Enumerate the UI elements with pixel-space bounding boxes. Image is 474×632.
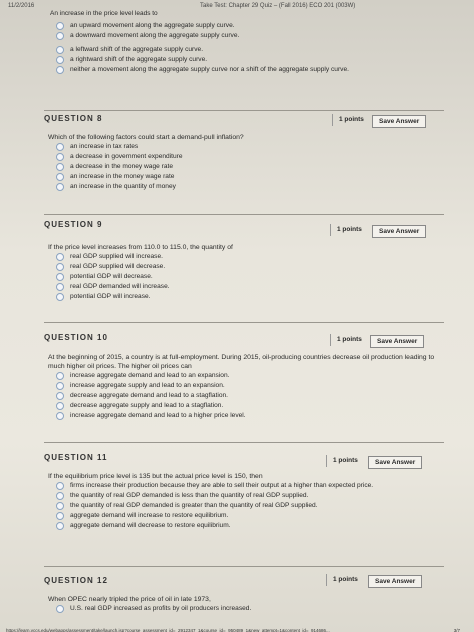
answer-option[interactable] xyxy=(56,272,436,282)
page-number: 3/7 xyxy=(453,628,460,632)
question-11-save-button[interactable]: Save Answer xyxy=(368,456,422,469)
option-label: the quantity of real GDP demanded is greater than the quantity of real GDP supplied. xyxy=(70,502,318,509)
answer-option[interactable] xyxy=(56,401,436,411)
divider xyxy=(44,110,444,111)
question-8-points: 1 points xyxy=(332,114,364,126)
option-label: increase aggregate supply and lead to an expansion. xyxy=(70,382,225,389)
option-label: real GDP demanded will increase. xyxy=(70,283,170,290)
radio-button[interactable] xyxy=(56,512,64,520)
answer-option[interactable] xyxy=(56,252,436,262)
question-9-save-button[interactable]: Save Answer xyxy=(372,225,426,238)
option-label: the quantity of real GDP demanded is less than the quantity of real GDP supplied. xyxy=(70,492,309,499)
answer-option[interactable] xyxy=(56,262,436,272)
question-9-points: 1 points xyxy=(330,224,362,236)
answer-option[interactable] xyxy=(56,55,349,65)
question-8-options xyxy=(56,142,436,192)
answer-option[interactable] xyxy=(56,391,436,401)
option-label: firms increase their production because they are able to sell their output at a higher than expected price. xyxy=(70,482,374,489)
radio-button[interactable] xyxy=(56,522,64,530)
option-label: U.S. real GDP increased as profits by oil producers increased. xyxy=(70,605,252,612)
option-label: real GDP supplied will increase. xyxy=(70,253,163,260)
answer-option[interactable] xyxy=(56,282,436,292)
previous-question xyxy=(44,10,349,75)
option-label: potential GDP will decrease. xyxy=(70,273,153,280)
radio-button[interactable] xyxy=(56,22,64,30)
question-11-heading: QUESTION 11 xyxy=(44,453,108,462)
answer-option[interactable] xyxy=(56,381,436,391)
question-9-heading: QUESTION 9 xyxy=(44,220,103,229)
option-label: aggregate demand will increase to restore equilibrium. xyxy=(70,512,229,519)
question-12-save-button[interactable]: Save Answer xyxy=(368,575,422,588)
answer-option[interactable] xyxy=(56,45,349,55)
option-label: an upward movement along the aggregate supply curve. xyxy=(70,22,235,29)
radio-button[interactable] xyxy=(56,173,64,181)
option-label: decrease aggregate demand and lead to a stagflation. xyxy=(70,392,228,399)
radio-button[interactable] xyxy=(56,402,64,410)
answer-option[interactable] xyxy=(56,481,436,490)
radio-button[interactable] xyxy=(56,372,64,380)
page-url: https://learn.vccs.edu/webapps/assessment/take/launch.jsp?course_assessment_id=_2912347_1&course_id=_950489_1&new_attempt=1&content_id=_914686... xyxy=(6,628,330,632)
question-10-save-button[interactable]: Save Answer xyxy=(370,335,424,348)
radio-button[interactable] xyxy=(56,502,64,510)
radio-button[interactable] xyxy=(56,412,64,420)
radio-button[interactable] xyxy=(56,605,64,613)
option-label: aggregate demand will decrease to restore equilibrium. xyxy=(70,522,231,529)
option-label: a downward movement along the aggregate supply curve. xyxy=(70,32,240,39)
answer-option[interactable] xyxy=(56,511,436,521)
print-date: 11/2/2016 xyxy=(8,3,35,9)
option-label: increase aggregate demand and lead to an expansion. xyxy=(70,372,230,379)
question-10-options xyxy=(56,371,436,421)
option-label: a leftward shift of the aggregate supply curve. xyxy=(70,46,204,53)
radio-button[interactable] xyxy=(56,482,64,490)
radio-button[interactable] xyxy=(56,66,64,74)
question-11-prompt: If the equilibrium price level is 135 but the actual price level is 150, then xyxy=(48,473,263,480)
answer-option[interactable] xyxy=(56,371,436,381)
previous-question-prompt: An increase in the price level leads to xyxy=(50,10,158,17)
answer-option[interactable] xyxy=(56,604,436,614)
question-9-prompt: If the price level increases from 110.0 to 115.0, the quantity of xyxy=(48,244,233,251)
option-label: an increase in the money wage rate xyxy=(70,173,175,180)
answer-option[interactable] xyxy=(56,152,436,162)
answer-option[interactable] xyxy=(56,65,349,75)
question-10-points: 1 points xyxy=(330,334,362,346)
question-11-options xyxy=(56,481,436,531)
question-8-heading: QUESTION 8 xyxy=(44,114,103,123)
answer-option[interactable] xyxy=(56,411,436,421)
radio-button[interactable] xyxy=(56,293,64,301)
question-12-points: 1 points xyxy=(326,574,358,586)
radio-button[interactable] xyxy=(56,46,64,54)
question-12-heading: QUESTION 12 xyxy=(44,576,108,585)
divider xyxy=(44,214,444,215)
question-9-options xyxy=(56,252,436,302)
answer-option[interactable] xyxy=(56,292,436,302)
answer-option[interactable] xyxy=(56,21,349,31)
answer-option[interactable] xyxy=(56,491,436,501)
option-label: neither a movement along the aggregate supply curve nor a shift of the aggregate supply curve. xyxy=(70,66,349,73)
answer-option[interactable] xyxy=(56,501,436,511)
question-12-prompt: When OPEC nearly tripled the price of oil in late 1973, xyxy=(48,596,211,603)
radio-button[interactable] xyxy=(56,32,64,40)
radio-button[interactable] xyxy=(56,163,64,171)
question-10-heading: QUESTION 10 xyxy=(44,333,108,342)
radio-button[interactable] xyxy=(56,253,64,261)
answer-option[interactable] xyxy=(56,182,436,192)
radio-button[interactable] xyxy=(56,143,64,151)
option-label: real GDP supplied will decrease. xyxy=(70,263,166,270)
answer-option[interactable] xyxy=(56,521,436,531)
option-label: an increase in the quantity of money xyxy=(70,183,176,190)
radio-button[interactable] xyxy=(56,153,64,161)
option-label: potential GDP will increase. xyxy=(70,293,151,300)
radio-button[interactable] xyxy=(56,183,64,191)
answer-option[interactable] xyxy=(56,162,436,172)
option-label: decrease aggregate supply and lead to a stagflation. xyxy=(70,402,224,409)
radio-button[interactable] xyxy=(56,283,64,291)
divider xyxy=(44,566,444,567)
question-8-prompt: Which of the following factors could start a demand-pull inflation? xyxy=(48,134,244,141)
question-8-save-button[interactable]: Save Answer xyxy=(372,115,426,128)
radio-button[interactable] xyxy=(56,382,64,390)
radio-button[interactable] xyxy=(56,392,64,400)
radio-button[interactable] xyxy=(56,56,64,64)
radio-button[interactable] xyxy=(56,273,64,281)
option-label: a decrease in government expenditure xyxy=(70,153,183,160)
question-10-prompt: At the beginning of 2015, a country is at full-employment. During 2015, oil-producing countries decrease oil production leading to much higher oil prices. The higher oil prices can xyxy=(48,354,435,370)
divider xyxy=(44,322,444,323)
radio-button[interactable] xyxy=(56,263,64,271)
answer-option[interactable] xyxy=(56,172,436,182)
answer-option[interactable] xyxy=(56,31,349,41)
answer-option[interactable] xyxy=(56,142,436,152)
radio-button[interactable] xyxy=(56,492,64,500)
option-label: increase aggregate demand and lead to a higher price level. xyxy=(70,412,246,419)
question-11-points: 1 points xyxy=(326,455,358,467)
divider xyxy=(44,442,444,443)
page-title: Take Test: Chapter 29 Quiz – (Fall 2016) ECO 201 (003W) xyxy=(200,3,356,9)
option-label: a decrease in the money wage rate xyxy=(70,163,173,170)
question-12-options xyxy=(56,604,436,614)
option-label: a rightward shift of the aggregate supply curve. xyxy=(70,56,208,63)
option-label: an increase in tax rates xyxy=(70,143,139,150)
